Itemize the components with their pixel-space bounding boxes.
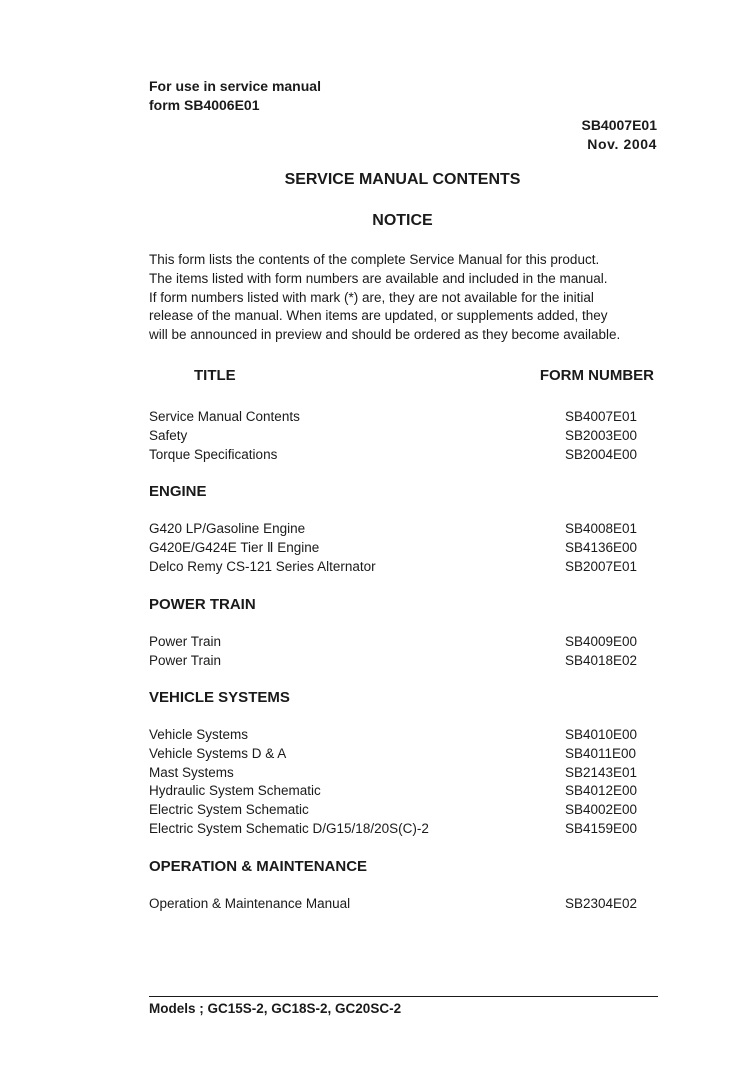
item-title: Electric System Schematic D/G15/18/20S(C)-2 xyxy=(149,820,429,836)
list-item xyxy=(149,633,657,652)
item-title: G420 LP/Gasoline Engine xyxy=(149,521,306,536)
section-heading: ENGINE xyxy=(149,483,207,500)
list-item xyxy=(149,427,657,446)
item-title: Power Train xyxy=(149,652,222,668)
item-title: Mast Systems xyxy=(149,764,234,780)
item-title: Vehicle Systems D & A xyxy=(149,745,287,761)
list-item xyxy=(149,558,657,577)
column-header-form-number: FORM NUMBER xyxy=(539,367,654,384)
issue-date: Nov. 2004 xyxy=(587,136,657,152)
item-form-number: SB4136E00 xyxy=(565,539,638,555)
general-items-list xyxy=(149,408,657,464)
section-operation-maintenance xyxy=(149,858,657,914)
header-line-2: form SB4006E01 xyxy=(149,97,260,113)
item-title: Vehicle Systems xyxy=(149,727,249,742)
item-title: Torque Specifications xyxy=(149,446,278,462)
item-form-number: SB4012E00 xyxy=(565,783,638,799)
list-item xyxy=(149,652,657,671)
notice-line: This form lists the contents of the complete Service Manual for this product. xyxy=(149,252,600,267)
notice-line: release of the manual. When items are updated, or supplements added, they xyxy=(149,308,608,324)
section-heading: VEHICLE SYSTEMS xyxy=(149,689,290,706)
notice-paragraph xyxy=(149,251,669,345)
section-heading: POWER TRAIN xyxy=(149,596,256,613)
section-vehicle-systems xyxy=(149,689,657,839)
item-form-number: SB2143E01 xyxy=(565,764,638,780)
item-form-number: SB4007E01 xyxy=(565,409,638,424)
footer-divider xyxy=(149,996,658,997)
section-engine xyxy=(149,483,657,576)
item-form-number: SB4011E00 xyxy=(565,745,637,761)
page-title: SERVICE MANUAL CONTENTS xyxy=(284,171,521,188)
item-form-number: SB4018E02 xyxy=(565,652,638,668)
item-title: Hydraulic System Schematic xyxy=(149,783,321,799)
notice-heading: NOTICE xyxy=(372,212,433,229)
item-form-number: SB2003E00 xyxy=(565,427,638,443)
item-title: Delco Remy CS-121 Series Alternator xyxy=(149,558,376,574)
item-title: Power Train xyxy=(149,634,222,649)
form-number: SB4007E01 xyxy=(581,117,657,133)
notice-line: The items listed with form numbers are available and included in the manual. xyxy=(149,270,608,286)
item-form-number: SB2007E01 xyxy=(565,558,638,574)
item-title: Operation & Maintenance Manual xyxy=(149,896,351,911)
item-title: Electric System Schematic xyxy=(149,802,309,818)
item-title: G420E/G424E Tier Ⅱ Engine xyxy=(149,539,320,555)
list-item xyxy=(149,801,657,820)
list-item xyxy=(149,820,657,839)
notice-line: If form numbers listed with mark (*) are, they are not available for the initial xyxy=(149,289,594,305)
list-item xyxy=(149,520,657,539)
item-form-number: SB4159E00 xyxy=(565,820,638,836)
item-form-number: SB4010E00 xyxy=(565,727,638,742)
list-item xyxy=(149,745,657,764)
list-item xyxy=(149,408,657,427)
item-form-number: SB4002E00 xyxy=(565,802,638,818)
item-title: Safety xyxy=(149,427,188,443)
header-form-info xyxy=(581,116,657,154)
footer-models: Models ; GC15S-2, GC18S-2, GC20SC-2 xyxy=(149,1001,402,1016)
header-line-1: For use in service manual xyxy=(149,78,321,94)
item-form-number: SB2004E00 xyxy=(565,446,638,462)
list-item xyxy=(149,764,657,783)
list-item xyxy=(149,782,657,801)
column-header-title: TITLE xyxy=(194,367,236,384)
list-item xyxy=(149,726,657,745)
section-power-train xyxy=(149,596,657,671)
item-form-number: SB4008E01 xyxy=(565,521,638,536)
item-title: Service Manual Contents xyxy=(149,409,300,424)
header-reference xyxy=(149,77,321,115)
item-form-number: SB2304E02 xyxy=(565,896,638,911)
list-item xyxy=(149,446,657,465)
item-form-number: SB4009E00 xyxy=(565,634,638,649)
section-heading: OPERATION & MAINTENANCE xyxy=(149,858,368,875)
list-item xyxy=(149,539,657,558)
list-item xyxy=(149,895,657,914)
notice-line: will be announced in preview and should be ordered as they become available. xyxy=(149,327,621,343)
